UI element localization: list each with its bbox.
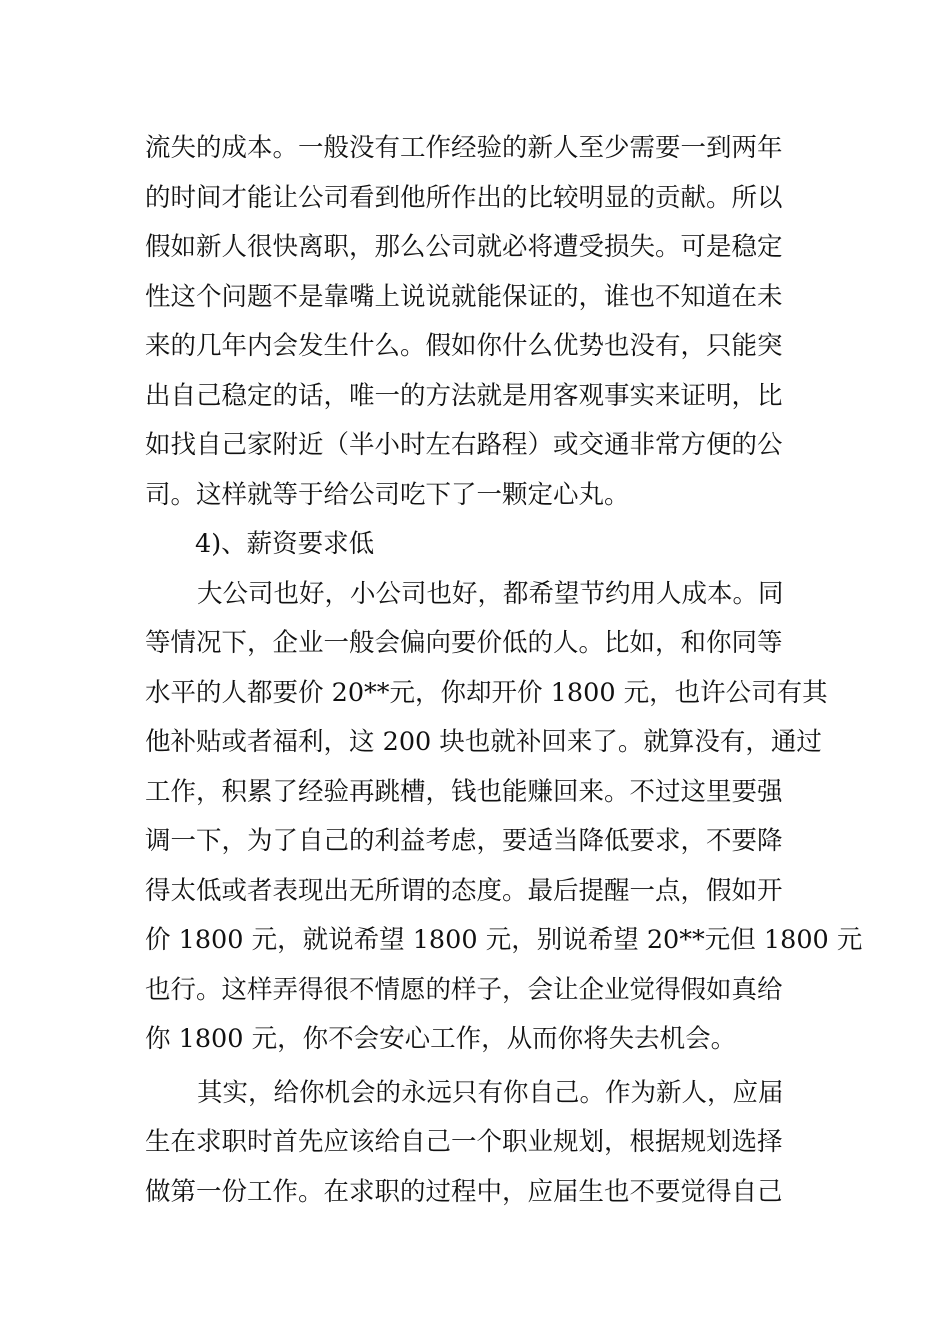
text-line: 价 1800 元，就说希望 1800 元，别说希望 20**元但 1800 元 — [145, 925, 863, 955]
text-line: 的时间才能让公司看到他所作出的比较明显的贡献。所以 — [145, 182, 783, 213]
text-line: 假如新人很快离职，那么公司就必将遭受损失。可是稳定 — [145, 232, 783, 262]
text-line: 调一下，为了自己的利益考虑，要适当降低要求，不要降 — [145, 826, 783, 856]
text-line: 做第一份工作。在求职的过程中，应届生也不要觉得自己 — [145, 1176, 783, 1207]
text-line: 出自己稳定的话，唯一的方法就是用客观事实来证明，比 — [145, 380, 783, 411]
text-line: 性这个问题不是靠嘴上说说就能保证的，谁也不知道在未 — [145, 281, 783, 312]
paragraph-first-line: 其实，给你机会的永远只有你自己。作为新人，应届 — [197, 1077, 784, 1108]
text-line: 流失的成本。一般没有工作经验的新人至少需要一到两年 — [145, 133, 783, 163]
text-line: 他补贴或者福利，这 200 块也就补回来了。就算没有，通过 — [145, 727, 822, 757]
text-line: 如找自己家附近（半小时左右路程）或交通非常方便的公 — [145, 430, 783, 460]
text-line: 也行。这样弄得很不情愿的样子，会让企业觉得假如真给 — [145, 974, 783, 1005]
body-text — [145, 124, 863, 1217]
text-line: 水平的人都要价 20**元，你却开价 1800 元，也许公司有其 — [145, 677, 828, 708]
text-line: 等情况下，企业一般会偏向要价低的人。比如，和你同等 — [145, 628, 783, 658]
paragraph-first-line: 大公司也好，小公司也好，都希望节约用人成本。同 — [197, 578, 784, 609]
section-heading: 4)、薪资要求低 — [195, 529, 375, 559]
text-line: 得太低或者表现出无所谓的态度。最后提醒一点，假如开 — [145, 875, 783, 906]
text-line: 来的几年内会发生什么。假如你什么优势也没有，只能突 — [145, 331, 783, 361]
text-line: 生在求职时首先应该给自己一个职业规划，根据规划选择 — [145, 1127, 783, 1157]
text-line: 工作，积累了经验再跳槽，钱也能赚回来。不过这里要强 — [145, 776, 783, 807]
text-line: 你 1800 元，你不会安心工作，从而你将失去机会。 — [145, 1024, 737, 1054]
text-line: 司。这样就等于给公司吃下了一颗定心丸。 — [145, 479, 630, 510]
